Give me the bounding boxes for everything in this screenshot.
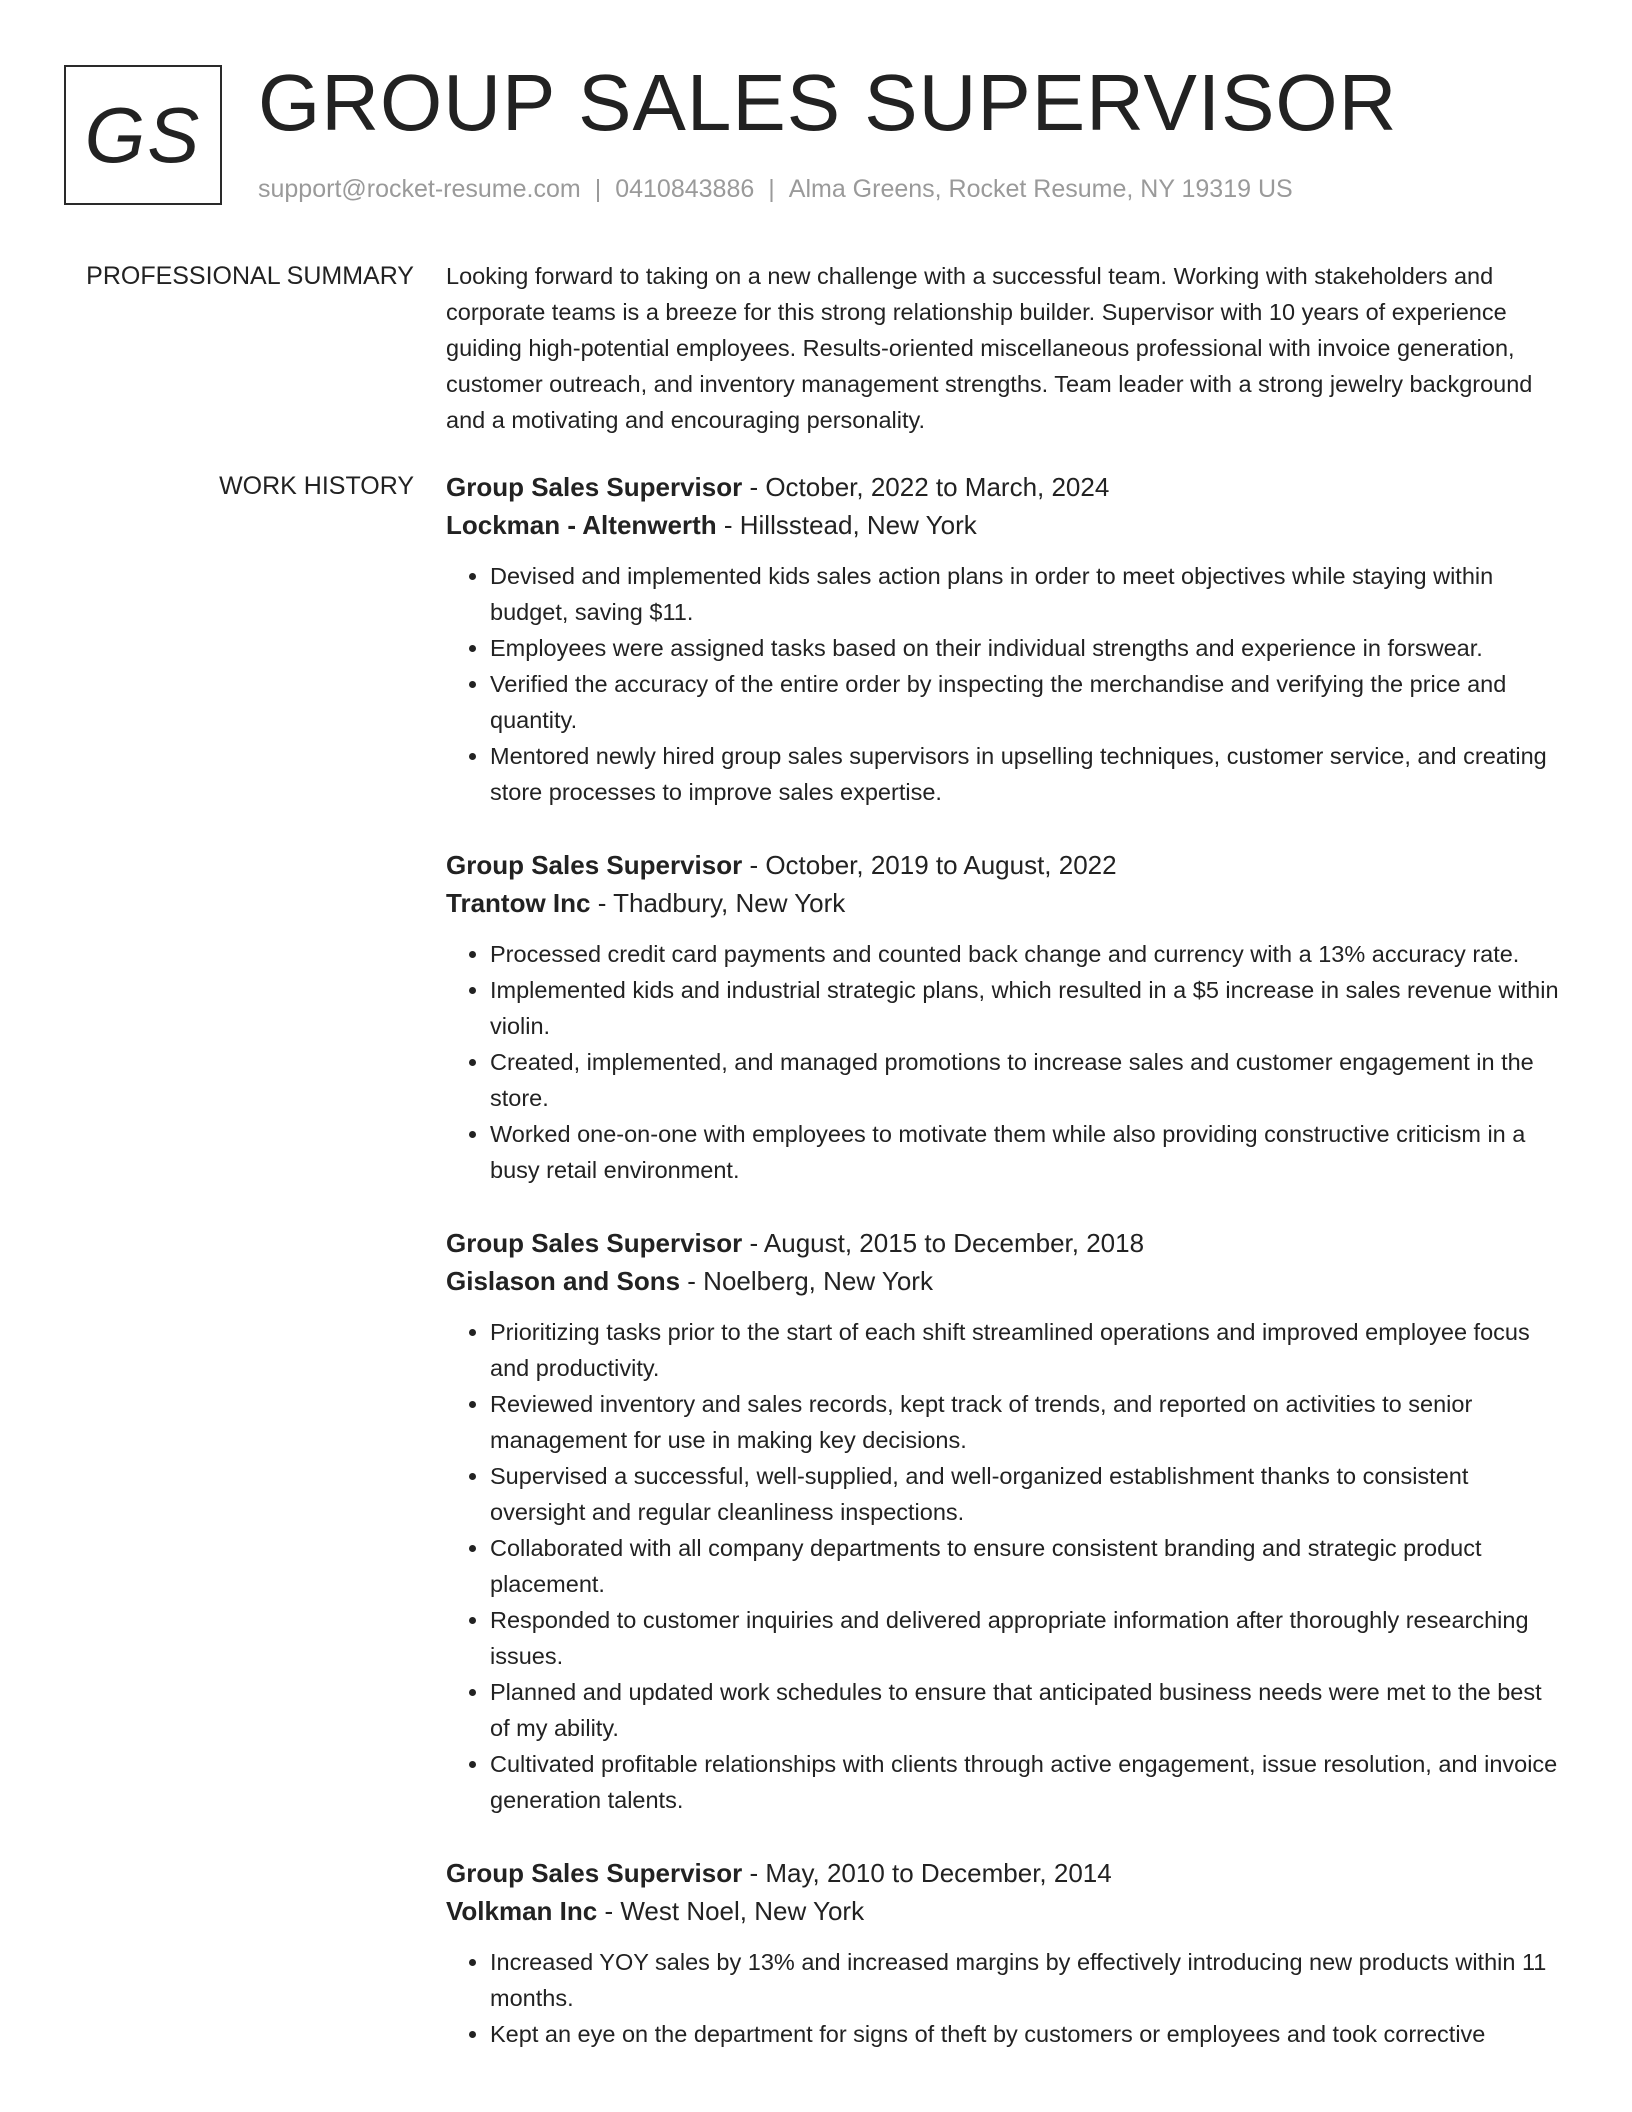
job-title-line <box>446 846 1562 884</box>
section-label-summary: PROFESSIONAL SUMMARY <box>86 262 414 290</box>
job-title: Group Sales Supervisor <box>446 850 743 880</box>
job-bullet-item: • Prioritizing tasks prior to the start of each shift streamlined operations and improved employee focus and productivity. <box>490 1314 1562 1386</box>
jobs-list <box>446 468 1562 2088</box>
job-location: - Noelberg, New York <box>680 1266 933 1296</box>
job-bullet-item: • Increased YOY sales by 13% and increased margins by effectively introducing new products within 11 months. <box>490 1944 1562 2016</box>
job-bullets <box>446 1944 1562 2052</box>
contact-line <box>258 175 1293 204</box>
job-bullet-item: • Kept an eye on the department for signs of theft by customers or employees and took corrective <box>490 2016 1562 2052</box>
job-bullets <box>446 936 1562 1188</box>
job-bullet-item: • Verified the accuracy of the entire order by inspecting the merchandise and verifying the price and quantity. <box>490 666 1562 738</box>
contact-separator: | <box>768 175 775 203</box>
contact-phone: 0410843886 <box>615 175 755 203</box>
job-company-line <box>446 1262 1562 1300</box>
job-bullet-item: • Collaborated with all company departments to ensure consistent branding and strategic product placement. <box>490 1530 1562 1602</box>
job-location: - Hillsstead, New York <box>716 510 977 540</box>
job-company-line <box>446 1892 1562 1930</box>
summary-text: Looking forward to taking on a new challenge with a successful team. Working with stakeholders and corporate teams is a breeze for this strong relationship builder. Supervisor with 10 years of experience guiding high-potential employees. Results-oriented miscellaneous professional with invoice generation, customer outreach, and inventory management strengths. Team leader with a strong jewelry background and a motivating and encouraging personality. <box>446 263 1533 433</box>
contact-address: Alma Greens, Rocket Resume, NY 19319 US <box>788 175 1293 203</box>
job-entry <box>446 846 1562 1188</box>
section-label-work-history: WORK HISTORY <box>219 472 414 500</box>
job-bullet-item: • Supervised a successful, well-supplied, and well-organized establishment thanks to consistent oversight and regular cleanliness inspections. <box>490 1458 1562 1530</box>
job-bullets <box>446 1314 1562 1818</box>
job-company: Volkman Inc <box>446 1896 598 1926</box>
job-bullet-item: • Created, implemented, and managed promotions to increase sales and customer engagement in the store. <box>490 1044 1562 1116</box>
contact-separator: | <box>594 175 602 203</box>
job-title-line <box>446 1854 1562 1892</box>
job-entry <box>446 468 1562 810</box>
job-title: Group Sales Supervisor <box>446 1228 743 1258</box>
resume-header <box>64 58 1564 210</box>
job-bullet-item: • Implemented kids and industrial strategic plans, which resulted in a $5 increase in sales revenue within violin. <box>490 972 1562 1044</box>
monogram-box: GS <box>64 65 222 205</box>
job-bullet-item: • Cultivated profitable relationships with clients through active engagement, issue resolution, and invoice generation talents. <box>490 1746 1562 1818</box>
job-location: - Thadbury, New York <box>590 888 846 918</box>
resume-title: GROUP SALES SUPERVISOR <box>258 58 1398 147</box>
job-title: Group Sales Supervisor <box>446 472 743 502</box>
job-dates: - May, 2010 to December, 2014 <box>742 1858 1112 1888</box>
job-title: Group Sales Supervisor <box>446 1858 743 1888</box>
job-bullet-item: • Devised and implemented kids sales action plans in order to meet objectives while staying within budget, saving $11. <box>490 558 1562 630</box>
job-title-line <box>446 1224 1562 1262</box>
job-bullet-item: • Processed credit card payments and counted back change and currency with a 13% accuracy rate. <box>490 936 1562 972</box>
contact-email: support@rocket-resume.com <box>258 175 581 203</box>
job-bullets <box>446 558 1562 810</box>
job-title-line <box>446 468 1562 506</box>
job-company-line <box>446 506 1562 544</box>
job-dates: - October, 2022 to March, 2024 <box>742 472 1110 502</box>
job-bullet-item: • Reviewed inventory and sales records, kept track of trends, and reported on activities to senior management for use in making key decisions. <box>490 1386 1562 1458</box>
job-company: Trantow Inc <box>446 888 591 918</box>
job-entry <box>446 1854 1562 2052</box>
job-location: - West Noel, New York <box>597 1896 865 1926</box>
job-company: Lockman - Altenwerth <box>446 510 717 540</box>
job-bullet-item: • Responded to customer inquiries and delivered appropriate information after thoroughly researching issues. <box>490 1602 1562 1674</box>
job-dates: - October, 2019 to August, 2022 <box>742 850 1117 880</box>
job-bullet-item: • Mentored newly hired group sales supervisors in upselling techniques, customer service, and creating store processes to improve sales expertise. <box>490 738 1562 810</box>
job-entry <box>446 1224 1562 1818</box>
job-company-line <box>446 884 1562 922</box>
job-bullet-item: • Planned and updated work schedules to ensure that anticipated business needs were met to the best of my ability. <box>490 1674 1562 1746</box>
job-company: Gislason and Sons <box>446 1266 681 1296</box>
job-bullet-item: • Employees were assigned tasks based on their individual strengths and experience in forswear. <box>490 630 1562 666</box>
job-dates: - August, 2015 to December, 2018 <box>742 1228 1145 1258</box>
job-bullet-item: • Worked one-on-one with employees to motivate them while also providing constructive criticism in a busy retail environment. <box>490 1116 1562 1188</box>
